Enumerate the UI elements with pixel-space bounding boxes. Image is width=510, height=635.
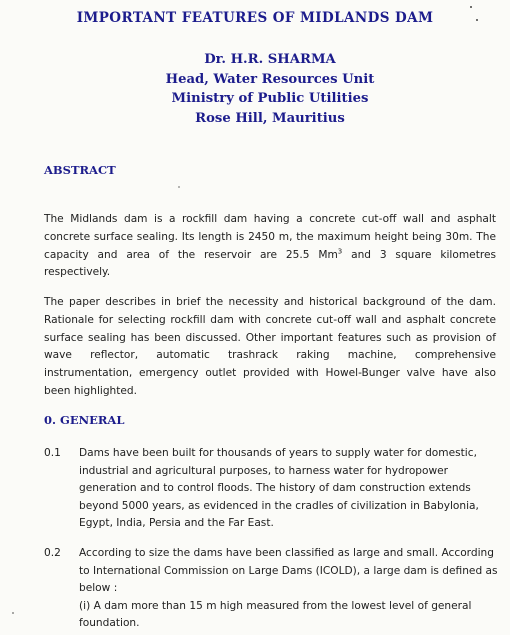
abstract-p1-text-end: and 3 square kilometres respectively. xyxy=(44,248,497,279)
abstract-p1-superscript: 3 xyxy=(337,247,343,256)
author-position: Head, Water Resources Unit xyxy=(165,71,375,87)
scan-speck xyxy=(12,612,14,614)
abstract-paragraph-2: The paper describes in brief the necessity and historical background of the dam. Rationale for selecting rockfill dam with concrete cut-off wall and asphalt concrete surface sealing has been discussed. Other important features such as provision of wave reflector, automatic trashrack raking machine, comprehensive instrumentation, emergency outlet provided with Howel-Bunger valve have also been highlighted. xyxy=(44,296,496,397)
paper-title: IMPORTANT FEATURES OF MIDLANDS DAM xyxy=(76,10,434,26)
author-block xyxy=(0,50,510,128)
item-subtext: (i) A dam more than 15 m high measured from the lowest level of general foundation. xyxy=(79,599,472,629)
abstract-heading: ABSTRACT xyxy=(44,163,116,177)
general-heading: 0. GENERAL xyxy=(44,413,125,427)
author-location: Rose Hill, Mauritius xyxy=(195,110,345,126)
scan-speck xyxy=(470,6,472,8)
item-text xyxy=(79,545,499,633)
item-text: Dams have been built for thousands of years to supply water for domestic, industrial and agricultural purposes, to harness water for hydropower generation and to control floods. The history of dam construction extends beyond 5000 years, as evidenced in the cradles of civilization in Babylonia, Egypt, India, Persia and the Far East. xyxy=(79,447,479,529)
abstract-p1-text: The Midlands dam is a rockfill dam having a concrete cut-off wall and asphalt concrete surface sealing. Its length is 2450 m, the maximum height being 30m. The capacity and area of the reservoir are 25.5 Mm xyxy=(44,213,496,261)
scan-speck xyxy=(178,186,180,188)
item-number: 0.1 xyxy=(44,447,61,459)
item-number: 0.2 xyxy=(44,547,61,559)
author-organization: Ministry of Public Utilities xyxy=(171,91,369,106)
abstract-paragraph-1 xyxy=(44,211,496,282)
item-text-main: According to size the dams have been classified as large and small. According to International Commission on Large Dams (ICOLD), a large dam is defined as below : xyxy=(79,547,498,594)
scan-speck xyxy=(476,19,478,21)
author-name: Dr. H.R. SHARMA xyxy=(204,52,336,67)
